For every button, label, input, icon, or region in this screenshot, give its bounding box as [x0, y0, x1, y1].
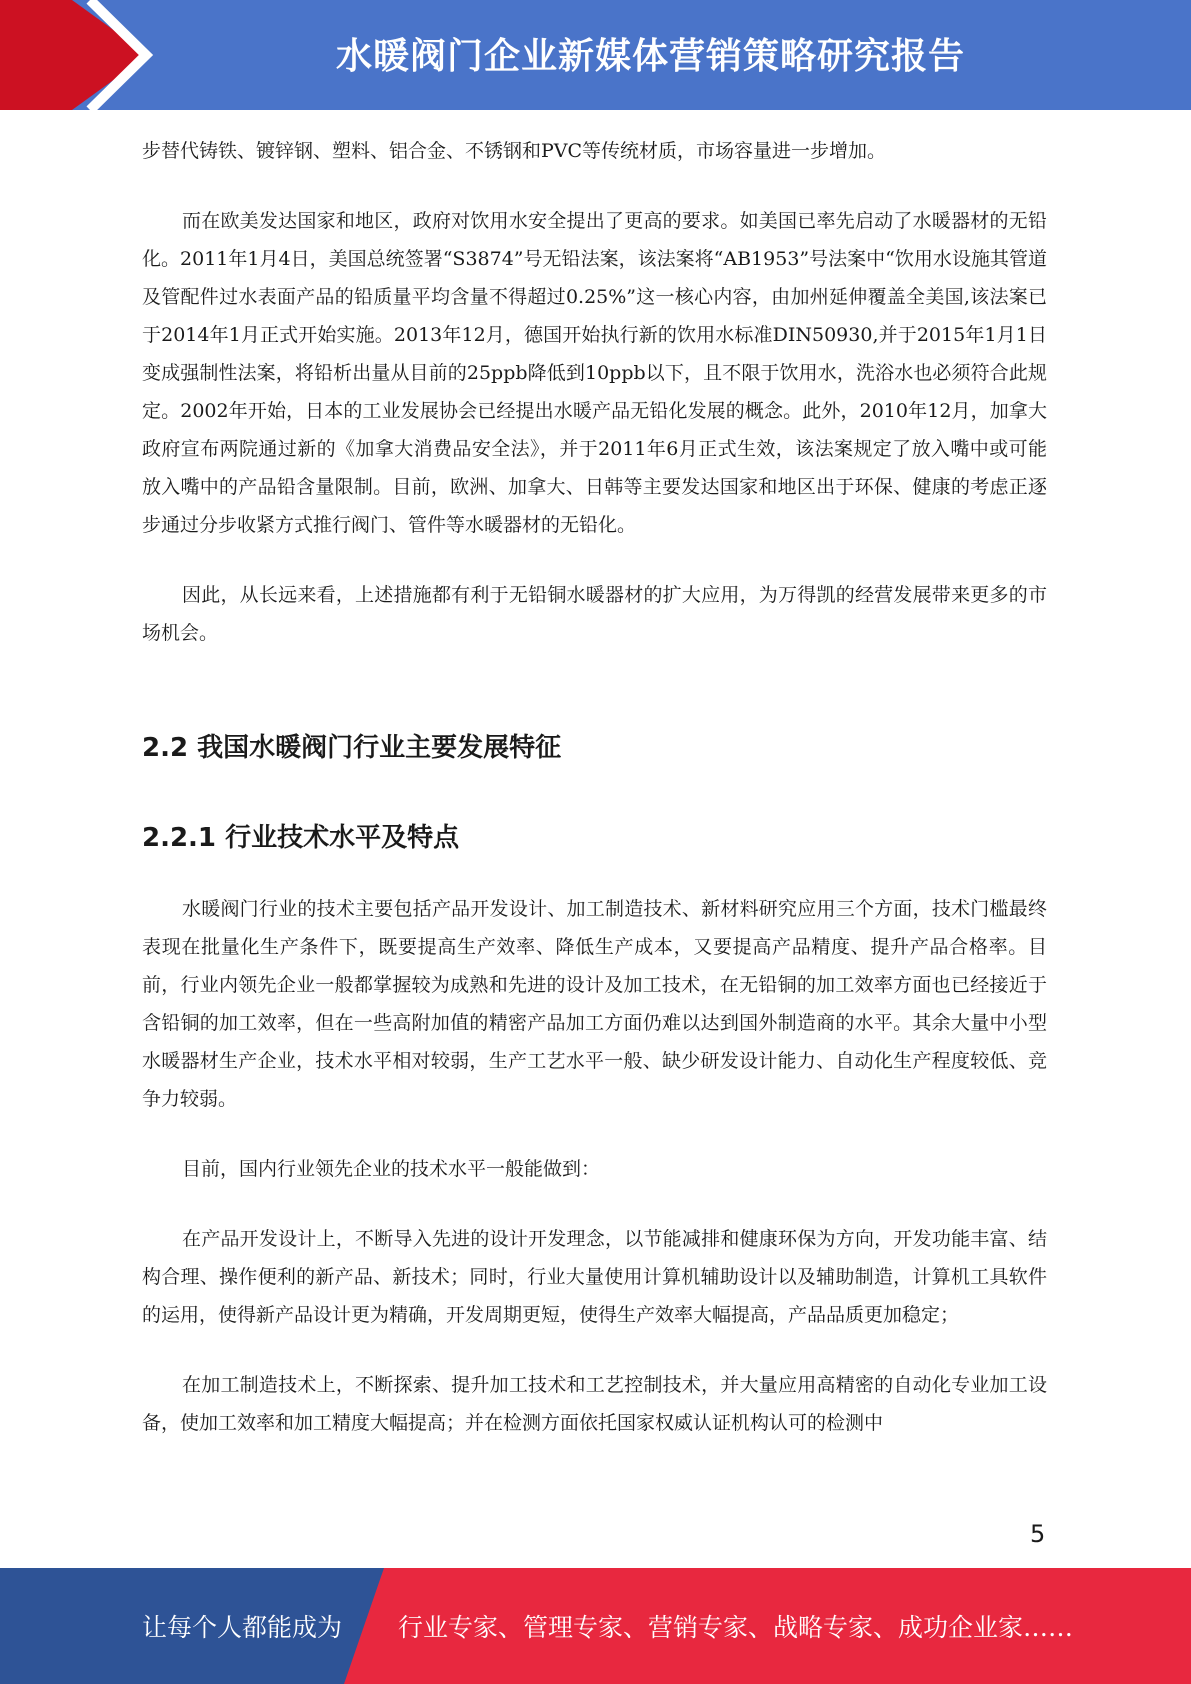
header-title: 水暖阀门企业新媒体营销策略研究报告 [335, 36, 965, 77]
paragraph-3: 因此，从长远来看，上述措施都有利于无铅铜水暖器材的扩大应用，为万得凯的经营发展带来更多的市场机会。 [142, 584, 1047, 644]
page-content [142, 132, 1047, 1474]
section-heading-2-2: 2.2 我国水暖阀门行业主要发展特征 [142, 733, 562, 763]
paragraph-1: 步替代铸铁、镀锌钢、塑料、铝合金、不锈钢和PVC等传统材质，市场容量进一步增加。 [142, 140, 887, 162]
subsection-heading-2-2-1: 2.2.1 行业技术水平及特点 [142, 823, 460, 853]
page-header [0, 0, 1191, 110]
paragraph-5: 目前，国内行业领先企业的技术水平一般能做到： [182, 1158, 601, 1180]
page-number: 5 [1030, 1520, 1046, 1548]
footer-slogan-right: 行业专家、管理专家、营销专家、战略专家、成功企业家…… [398, 1613, 1074, 1642]
paragraph-7: 在加工制造技术上，不断探索、提升加工技术和工艺控制技术，并大量应用高精密的自动化专业加工设备，使加工效率和加工精度大幅提高；并在检测方面依托国家权威认证机构认可的检测中 [142, 1374, 1047, 1434]
footer-slogan-left: 让每个人都能成为 [142, 1613, 343, 1642]
paragraph-4: 水暖阀门行业的技术主要包括产品开发设计、加工制造技术、新材料研究应用三个方面，技术门槛最终表现在批量化生产条件下，既要提高生产效率、降低生产成本，又要提高产品精度、提升产品合格率。目前，行业内领先企业一般都掌握较为成熟和先进的设计及加工技术，在无铅铜的加工效率方面也已经接近于含铅铜的加工效率，但在一些高附加值的精密产品加工方面仍难以达到国外制造商的水平。其余大量中小型水暖器材生产企业，技术水平相对较弱，生产工艺水平一般、缺少研发设计能力、自动化生产程度较低、竞争力较弱。 [142, 898, 1047, 1110]
page-footer [0, 1568, 1191, 1684]
paragraph-2: 而在欧美发达国家和地区，政府对饮用水安全提出了更高的要求。如美国已率先启动了水暖器材的无铅化。2011年1月4日，美国总统签署“S3874”号无铅法案，该法案将“AB1953”号法案中“饮用水设施其管道及管配件过水表面产品的铅质量平均含量不得超过0.25%”这一核心内容，由加州延伸覆盖全美国,该法案已于2014年1月正式开始实施。2013年12月，德国开始执行新的饮用水标准DIN50930,并于2015年1月1日变成强制性法案，将铅析出量从目前的25ppb降低到10ppb以下，且不限于饮用水，洗浴水也必须符合此规定。2002年开始，日本的工业发展协会已经提出水暖产品无铅化发展的概念。此外，2010年12月，加拿大政府宣布两院通过新的《加拿大消费品安全法》，并于2011年6月正式生效，该法案规定了放入嘴中或可能放入嘴中的产品铅含量限制。目前，欧洲、加拿大、日韩等主要发达国家和地区出于环保、健康的考虑正逐步通过分步收紧方式推行阀门、管件等水暖器材的无铅化。 [142, 210, 1047, 536]
paragraph-6: 在产品开发设计上，不断导入先进的设计开发理念，以节能减排和健康环保为方向，开发功能丰富、结构合理、操作便利的新产品、新技术；同时，行业大量使用计算机辅助设计以及辅助制造，计算机工具软件的运用，使得新产品设计更为精确，开发周期更短，使得生产效率大幅提高，产品品质更加稳定； [142, 1228, 1047, 1326]
